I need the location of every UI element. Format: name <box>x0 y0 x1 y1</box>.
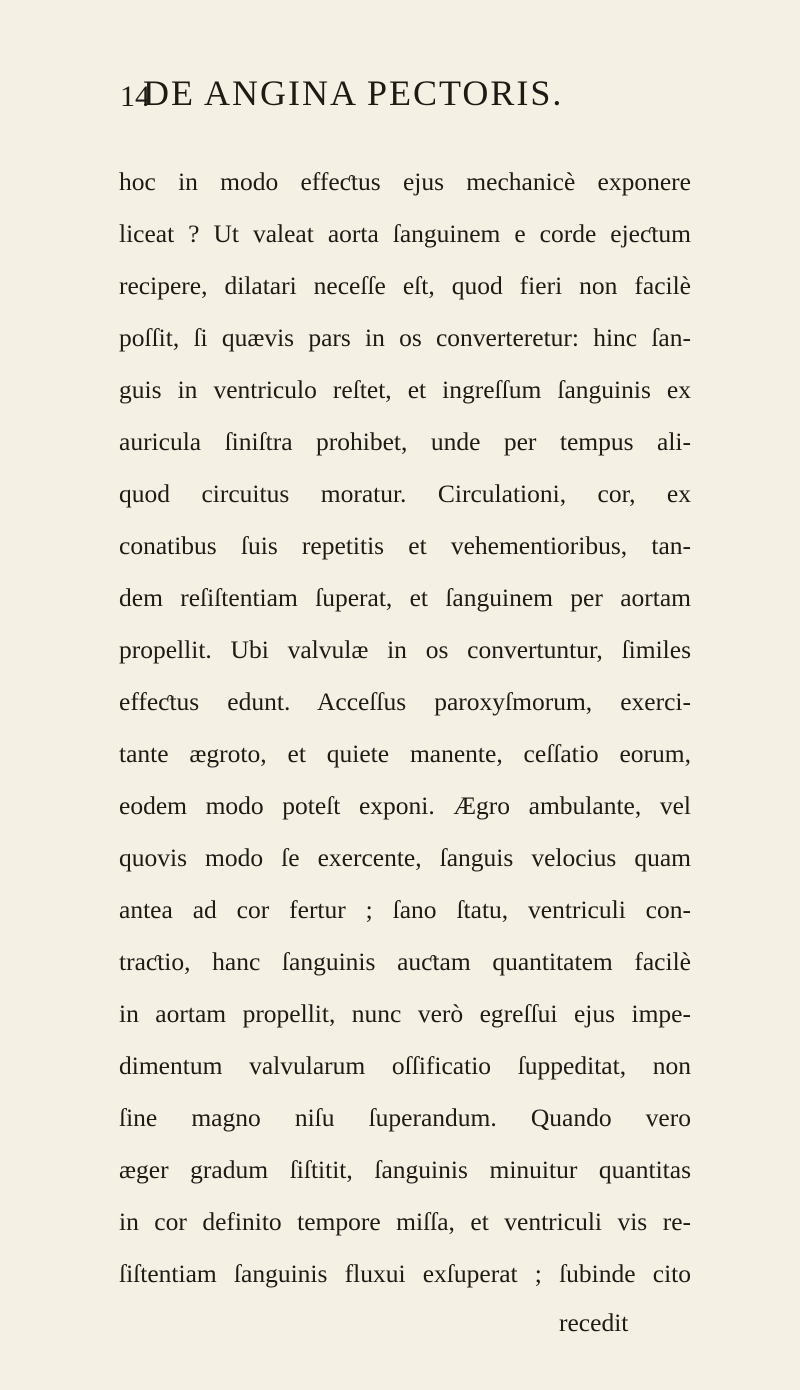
text-line: antea ad cor fertur ; ſano ſtatu, ventriculi con- <box>119 895 691 924</box>
running-title: DE ANGINA PECTORIS. <box>143 73 564 113</box>
text-line: guis in ventriculo reſtet, et ingreſſum ſanguinis ex <box>119 375 691 404</box>
text-line: hoc in modo effeƈtus ejus mechanicè exponere <box>119 167 691 196</box>
text-line: dem reſiſtentiam ſuperat, et ſanguinem per aortam <box>119 583 691 612</box>
text-line: conatibus ſuis repetitis et vehementioribus, tan- <box>119 531 691 560</box>
text-line: quovis modo ſe exercente, ſanguis velocius quam <box>119 843 691 872</box>
text-line: in cor definito tempore miſſa, et ventriculi vis re- <box>119 1207 691 1236</box>
page-header <box>0 72 800 132</box>
text-line: liceat ? Ut valeat aorta ſanguinem e corde ejeƈtum <box>119 219 691 248</box>
text-line: æger gradum ſiſtitit, ſanguinis minuitur quantitas <box>119 1155 691 1184</box>
page-number: 14 <box>120 80 150 113</box>
text-line: dimentum valvularum oſſificatio ſuppeditat, non <box>119 1051 691 1080</box>
text-line: auricula ſiniſtra prohibet, unde per tempus ali- <box>119 427 691 456</box>
text-line: ſiſtentiam ſanguinis fluxui exſuperat ; ſubinde cito <box>119 1259 691 1288</box>
text-line: eodem modo poteſt exponi. Ægro ambulante, vel <box>119 791 691 820</box>
text-line: effeƈtus edunt. Acceſſus paroxyſmorum, exerci- <box>119 687 691 716</box>
text-line: tante ægroto, et quiete manente, ceſſatio eorum, <box>119 739 691 768</box>
text-line: ſine magno niſu ſuperandum. Quando vero <box>119 1103 691 1132</box>
text-line: quod circuitus moratur. Circulationi, cor, ex <box>119 479 691 508</box>
text-line: poſſit, ſi quævis pars in os converteretur: hinc ſan- <box>119 323 691 352</box>
text-line: traƈtio, hanc ſanguinis auƈtam quantitatem facilè <box>119 947 691 976</box>
catchword: recedit <box>559 1308 629 1337</box>
text-line: recipere, dilatari neceſſe eſt, quod fieri non facilè <box>119 271 691 300</box>
text-line: in aortam propellit, nunc verò egreſſui ejus impe- <box>119 999 691 1028</box>
text-line: propellit. Ubi valvulæ in os convertuntur, ſimiles <box>119 635 691 664</box>
